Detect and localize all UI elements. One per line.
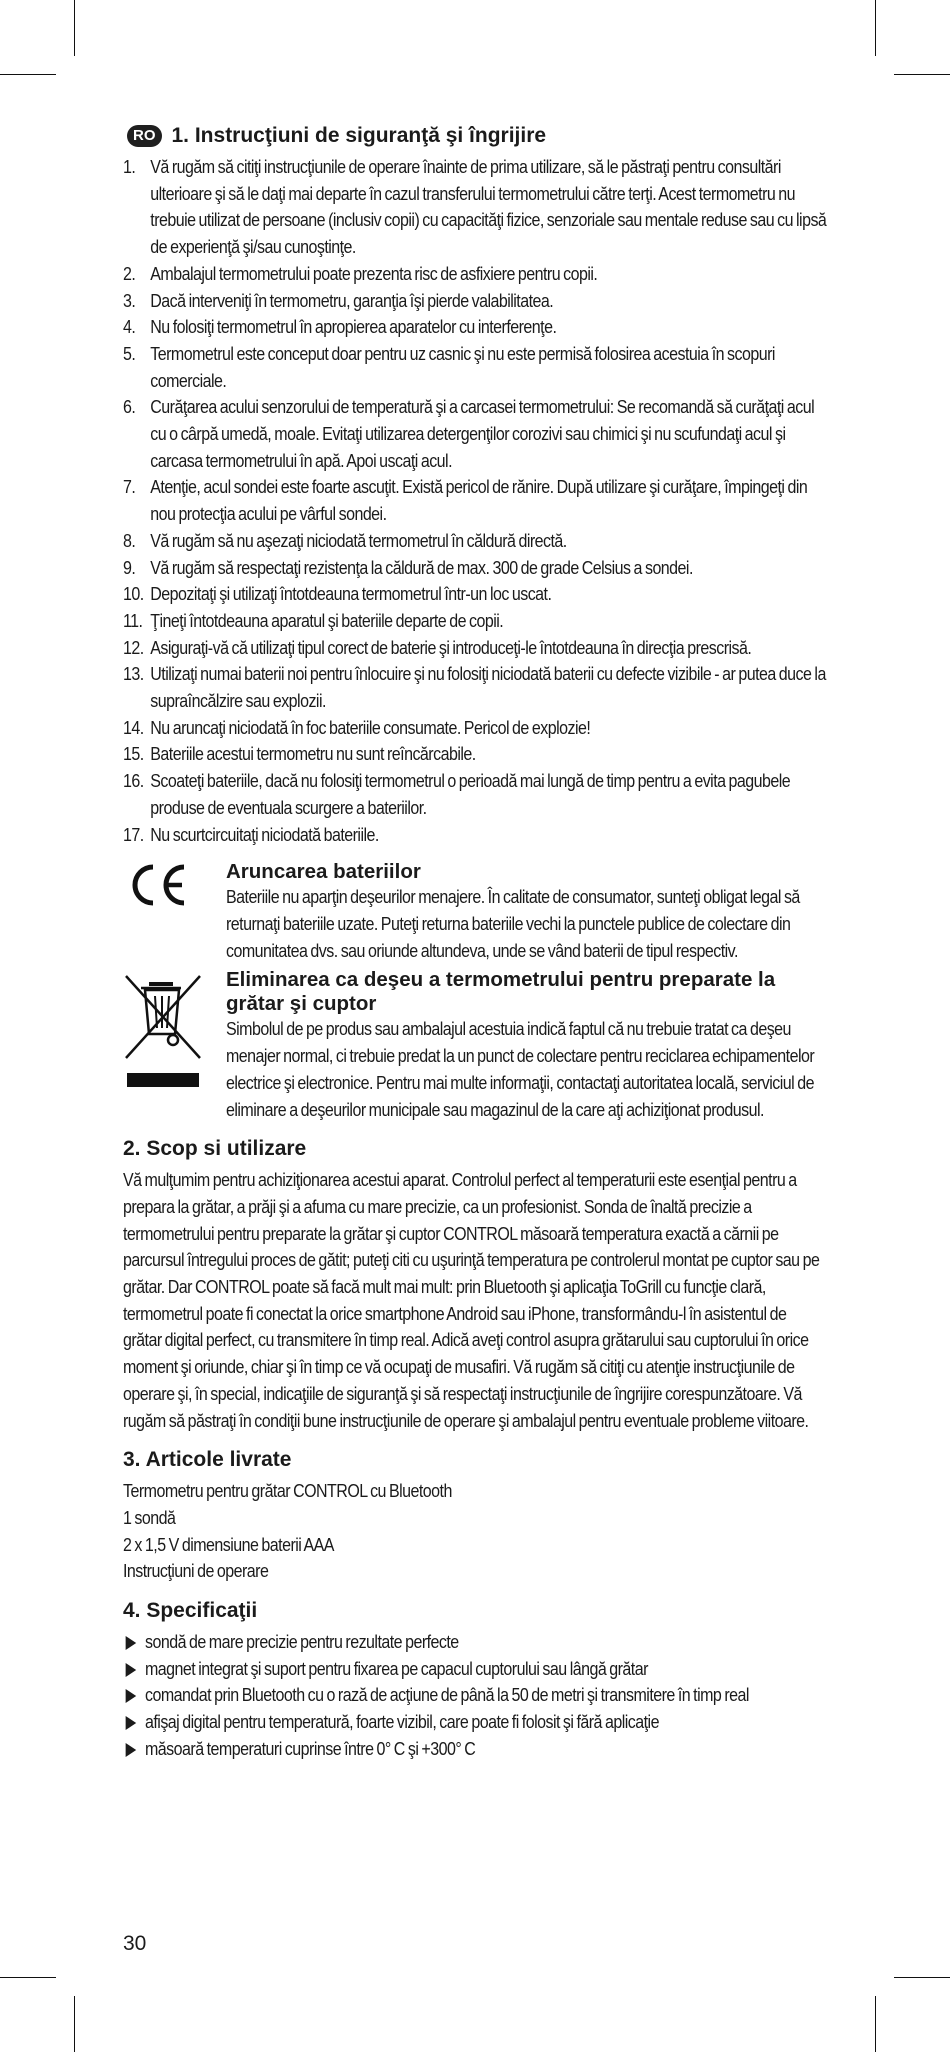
item-text: Curăţarea acului senzorului de temperatură şi a carcasei termometrului: Se recomandă să curăţaţi acul cu o cârpă umedă, moale. Evitaţi utilizarea detergenţilor corozivi sau chimici şi nu scufundaţi acul şi carcasa termometrului în apă. Apoi uscaţi acul. <box>150 397 815 471</box>
item-text: Ambalajul termometrului poate prezenta risc de asfixiere pentru copii. <box>150 263 598 284</box>
item-number: 11. <box>123 610 143 631</box>
safety-list-item <box>123 288 828 315</box>
section-2-title: 2. Scop si utilizare <box>123 1137 307 1161</box>
list-item <box>123 1736 828 1763</box>
spec-text: comandat prin Bluetooth cu o rază de acţiune de până la 50 de metri şi transmitere în timp real <box>145 1685 749 1706</box>
crop-mark <box>0 74 56 75</box>
safety-list-item <box>123 635 828 662</box>
document-page <box>123 120 828 1763</box>
item-text: Scoateţi bateriile, dacă nu folosiţi termometrul o perioadă mai lungă de timp pentru a evita pagubele produse de eventuala scurgere a bateriilor. <box>150 771 791 818</box>
item-text: Depozitaţi şi utilizaţi întotdeauna termometrul într-un loc uscat. <box>150 584 552 605</box>
item-number: 15. <box>123 744 144 765</box>
delivered-items-list <box>123 1478 828 1585</box>
safety-list-item <box>123 314 828 341</box>
safety-list-item <box>123 768 828 821</box>
item-text: Nu folosiţi termometrul în apropierea aparatelor cu interferenţe. <box>150 317 557 338</box>
safety-list-item <box>123 555 828 582</box>
bullet-triangle-icon <box>126 1743 137 1757</box>
list-item: Instrucţiuni de operare <box>123 1561 269 1582</box>
spec-text: sondă de mare precizie pentru rezultate perfecte <box>145 1632 459 1653</box>
list-item <box>123 1682 828 1709</box>
safety-list-item <box>123 528 828 555</box>
thermometer-disposal-text <box>226 968 828 1123</box>
item-text: Vă rugăm să nu aşezaţi niciodată termometrul în căldură directă. <box>150 530 567 551</box>
safety-list-item <box>123 581 828 608</box>
item-number: 12. <box>123 637 144 658</box>
section-3-title: 3. Articole livrate <box>123 1448 292 1472</box>
battery-disposal-block <box>123 860 828 964</box>
crop-mark <box>894 1977 950 1978</box>
section-1-heading <box>123 120 828 152</box>
item-number: 6. <box>123 397 136 418</box>
item-number: 16. <box>123 771 144 792</box>
bullet-triangle-icon <box>126 1716 137 1730</box>
crop-mark <box>875 1996 876 2052</box>
safety-list-item <box>123 822 828 849</box>
item-text: Nu aruncaţi niciodată în foc bateriile consumate. Pericol de explozie! <box>150 717 591 738</box>
item-number: 10. <box>123 584 144 605</box>
safety-list-item <box>123 154 828 261</box>
list-item <box>123 1629 828 1656</box>
item-number: 17. <box>123 824 144 845</box>
thermometer-disposal-body: Simbolul de pe produs sau ambalajul acestuia indică faptul că nu trebuie tratat ca deşeu menajer normal, ci trebuie predat la un punct de colectare pentru reciclarea echipamentelor electrice şi electronice. Pentru mai multe informaţii, contactaţi autoritatea locală, serviciul de eliminare a deşeurilor municipale sau magazinul de la care aţi achiziţionat produsul. <box>226 1019 815 1120</box>
item-number: 1. <box>123 157 136 177</box>
section-1-title: 1. Instrucţiuni de siguranţă şi îngrijire <box>171 124 547 147</box>
battery-disposal-text <box>226 860 828 964</box>
section-4-title: 4. Specificaţii <box>123 1599 258 1623</box>
thermometer-disposal-title: Eliminarea ca deşeu a termometrului pentru preparate la grătar şi cuptor <box>226 968 776 1016</box>
item-number: 13. <box>123 664 144 685</box>
spec-text: afişaj digital pentru temperatură, foarte vizibil, care poate fi folosit şi fără aplicaţie <box>145 1712 659 1733</box>
item-text: Dacă interveniţi în termometru, garanţia îşi pierde valabilitatea. <box>150 290 554 311</box>
spec-text: măsoară temperaturi cuprinse între 0° C şi +300° C <box>145 1738 476 1759</box>
crop-mark <box>875 0 876 56</box>
safety-list-item <box>123 474 828 527</box>
item-text: Ţineţi întotdeauna aparatul şi bateriile departe de copii. <box>150 610 504 631</box>
bullet-triangle-icon <box>126 1689 137 1703</box>
list-item: 2 x 1,5 V dimensiune baterii AAA <box>123 1534 334 1555</box>
safety-list-item <box>123 608 828 635</box>
bullet-triangle-icon <box>126 1636 137 1650</box>
item-text: Asiguraţi-vă că utilizaţi tipul corect de baterie şi introduceţi-le întotdeauna în direcţia prescrisă. <box>150 637 752 658</box>
item-text: Utilizaţi numai baterii noi pentru înlocuire şi nu folosiţi niciodată baterii cu defecte vizibile - ar putea duce la supraîncălzire sau explozii. <box>150 664 826 712</box>
list-item <box>123 1656 828 1683</box>
page-number: 30 <box>123 1932 147 1955</box>
item-number: 9. <box>123 557 136 578</box>
safety-list-wrapper <box>123 154 828 848</box>
item-number: 5. <box>123 343 136 364</box>
battery-disposal-body: Bateriile nu aparţin deşeurilor menajere. În calitate de consumator, sunteţi obligat legal să returnaţi bateriile uzate. Puteţi returna bateriile vechi la punctele publice de colectare din comunitatea dvs. sau oriunde altundeva, unde se vând baterii de tipul respectiv. <box>226 887 800 961</box>
safety-list-item <box>123 741 828 768</box>
safety-list-item <box>123 341 828 394</box>
crossed-out-wheelie-bin-icon <box>123 968 226 1123</box>
ce-mark-icon <box>123 860 226 964</box>
section-2 <box>123 1133 828 1434</box>
safety-list-item <box>123 261 828 288</box>
section-4 <box>123 1595 828 1763</box>
item-text: Vă rugăm să respectaţi rezistenţa la căldură de max. 300 de grade Celsius a sondei. <box>150 557 693 578</box>
section-2-body: Vă mulţumim pentru achiziţionarea acestui aparat. Controlul perfect al temperaturii este esenţial pentru a prepara la grătar, a prăji şi a afuma cu mare precizie, ca un profesionist. Sonda de înaltă precizie a termometrului pentru preparate la grătar şi cuptor CONTROL măsoară temperatura exactă a cărnii pe parcursul întregului proces de gătit; puteţi citi cu uşurinţă temperatura pe controlerul montat pe cuptor sau pe grătar. Dar CONTROL poate să facă mult mai mult: prin Bluetooth şi aplicaţia ToGrill cu funcţie clară, termometrul poate fi conectat la orice smartphone Android sau iPhone, transformându-l în asistentul de grătar digital perfect, cu transmitere în timp real. Adică aveţi control asupra grătarului sau cuptorului în orice moment şi oriunde, chiar şi în timp ce vă ocupaţi de musafiri. Vă rugăm să citiţi cu atenţie instrucţiunile de operare şi, în special, indicaţiile de siguranţă şi să respectaţi instrucţiunile de îngrijire corespunzătoare. Vă rugăm să păstraţi în condiţii bune instrucţiunile de operare şi ambalajul pentru eventuale probleme viitoare. <box>123 1170 820 1431</box>
item-text: Termometrul este conceput doar pentru uz casnic şi nu este permisă folosirea acestuia în scopuri comerciale. <box>150 343 775 391</box>
list-item: 1 sondă <box>123 1507 176 1528</box>
thermometer-disposal-block <box>123 968 828 1123</box>
item-number: 2. <box>123 263 136 284</box>
spec-text: magnet integrat şi suport pentru fixarea pe capacul cuptorului sau lângă grătar <box>145 1658 648 1679</box>
item-number: 14. <box>123 717 144 738</box>
item-text: Bateriile acestui termometru nu sunt reîncărcabile. <box>150 744 476 765</box>
crop-mark <box>74 0 75 56</box>
crop-mark <box>74 1996 75 2052</box>
section-3 <box>123 1444 828 1585</box>
item-number: 7. <box>123 477 136 498</box>
crop-mark <box>894 74 950 75</box>
safety-list-item <box>123 661 828 714</box>
safety-list-item <box>123 715 828 742</box>
safety-list <box>123 154 828 848</box>
bullet-triangle-icon <box>126 1663 137 1677</box>
item-text: Nu scurtcircuitaţi niciodată bateriile. <box>150 824 379 845</box>
safety-list-item <box>123 394 828 474</box>
crop-mark <box>0 1977 56 1978</box>
item-number: 8. <box>123 530 136 551</box>
item-number: 3. <box>123 290 136 311</box>
specs-list-wrapper <box>123 1629 828 1763</box>
item-number: 4. <box>123 317 136 338</box>
specs-list <box>123 1629 828 1763</box>
list-item: Termometru pentru grătar CONTROL cu Bluetooth <box>123 1481 452 1502</box>
language-badge: RO <box>127 125 162 147</box>
battery-disposal-title: Aruncarea bateriilor <box>226 860 421 884</box>
item-text: Vă rugăm să citiţi instrucţiunile de operare înainte de prima utilizare, să le păstraţi pentru consultări ulterioare şi să le daţi mai departe în cazul transferului termometrului către terţi. Acest termometru nu trebuie utilizat de persoane (inclusiv copii) cu capacităţi fizice, senzoriale sau mentale reduse sau cu lipsă de experienţă şi/sau cunoştinţe. <box>150 157 827 258</box>
item-text: Atenţie, acul sondei este foarte ascuţit. Există pericol de rănire. După utilizare şi curăţare, împingeţi din nou protecţia acului pe vârful sondei. <box>150 477 808 525</box>
list-item <box>123 1709 828 1736</box>
